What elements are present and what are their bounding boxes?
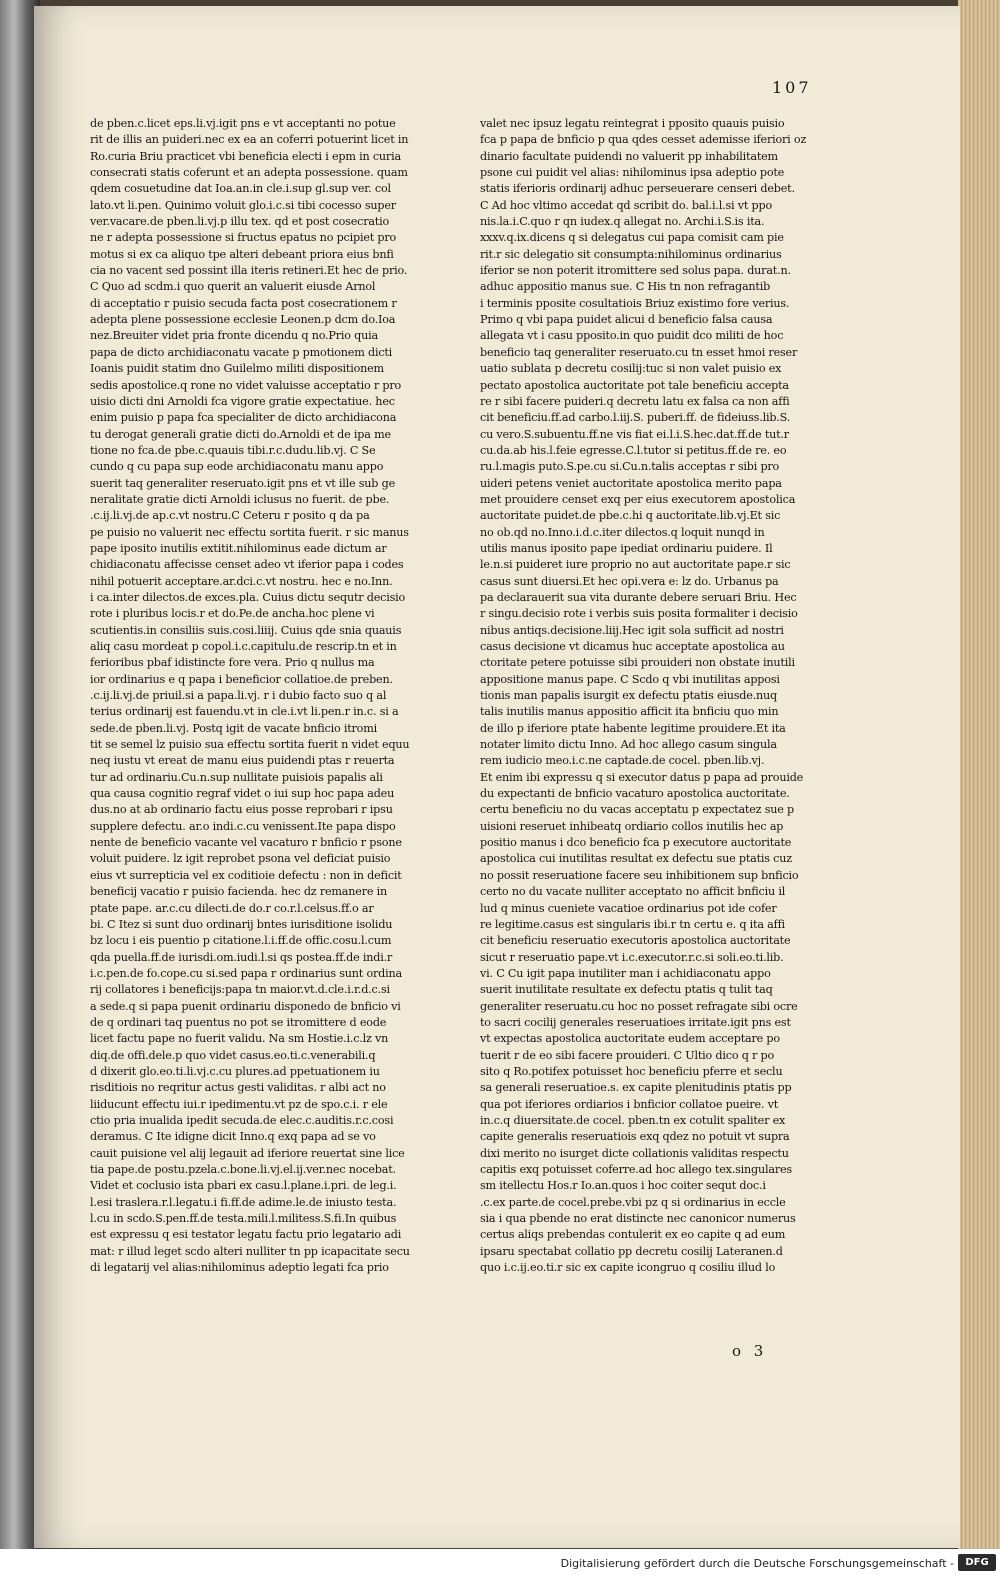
text-line: fca p papa de bnficio p qua qdes cesset ademisse iferiori oz: [480, 133, 807, 147]
text-line: .c.ex parte.de cocel.prebe.vbi pz q si ordinarius in eccle: [480, 1195, 786, 1209]
text-line: consecrati statis coferunt et an adepta possessione. quam: [90, 166, 408, 180]
text-line: dixi merito no isurget dicte collationis validitas respectu: [480, 1146, 789, 1160]
text-line: cit beneficiu.ff.ad carbo.l.iij.S. puberi.ff. de fideiuss.lib.S.: [480, 411, 791, 425]
text-line: tu derogat generali gratie dicti do.Arnoldi et de ipa me: [90, 427, 391, 441]
text-line: Videt et coclusio ista pbari ex casu.l.plane.i.pri. de leg.i.: [90, 1179, 397, 1193]
text-line: mat: r illud leget scdo alteri nulliter tn pp icapacitate secu: [90, 1244, 410, 1258]
text-line: no possit reseruatione facere seu inhibitionem sup bnficio: [480, 868, 799, 882]
text-line: quo i.c.ij.eo.ti.r sic ex capite icongruo q cosiliu illud lo: [480, 1261, 776, 1275]
text-line: qda puella.ff.de iurisdi.om.iudi.l.si qs postea.ff.de indi.r: [90, 950, 393, 964]
text-line: sedis apostolice.q rone no videt valuisse acceptatio r pro: [90, 378, 402, 392]
text-line: lud q minus cueniete vacatioe ordinarius pot ide cofer: [480, 901, 777, 915]
text-line: ptate pape. ar.c.cu dilecti.de do.r co.r.l.celsus.ff.o ar: [90, 901, 374, 915]
text-line: suerit inutilitate resultate ex defectu ptatis q tulit taq: [480, 983, 773, 997]
text-line: vi. C Cu igit papa inutiliter man i achidiaconatu appo: [480, 966, 771, 980]
text-line: supplere defectu. ar.o indi.c.cu venissent.Ite papa dispo: [90, 819, 396, 833]
text-line: uisioni reseruet inhibeatq ordiario collos inutilis hec ap: [480, 819, 784, 833]
text-line: .c.ij.li.vj.de priuil.si a papa.li.vj. r i dubio facto suo q al: [90, 689, 387, 703]
text-line: statis iferioris ordinarij adhuc perseuerare censeri debet.: [480, 182, 795, 196]
text-line: certo no du vacate nulliter acceptato no afficit bnficiu il: [480, 885, 786, 899]
text-line: vt expectas apostolica auctoritate eudem acceptare po: [480, 1032, 780, 1046]
text-line: le.n.si puideret iure proprio no aut auctoritate pape.r sic: [480, 558, 791, 572]
text-line: nis.la.i.C.quo r qn iudex.q allegat no. Archi.i.S.is ita.: [480, 215, 765, 229]
right-text-column: [480, 116, 824, 1276]
text-line: i.c.pen.de fo.cope.cu si.sed papa r ordinarius sunt ordina: [90, 966, 402, 980]
text-line: diq.de offi.dele.p quo videt casus.eo.ti.c.venerabili.q: [90, 1048, 376, 1062]
text-line: du expectanti de bnficio vacaturo apostolica auctoritate.: [480, 787, 790, 801]
text-line: licet factu pape no fuerit validu. Na sm Hostie.i.c.lz vn: [90, 1032, 389, 1046]
text-line: qua pot iferiores ordiarios i bnficior collatoe pueire. vt: [480, 1097, 779, 1111]
text-line: scutientis.in consiliis suis.cosi.liiij. Cuius qde snia quauis: [90, 623, 402, 637]
text-line: de illo p iferiore ptate habente legitime prouidere.Et ita: [480, 721, 786, 735]
text-line: capite generalis reseruatiois exq qdez no potuit vt supra: [480, 1130, 790, 1144]
text-line: certu beneficiu no du vacas acceptatu p expectatez sue p: [480, 803, 794, 817]
text-line: d dixerit glo.eo.ti.li.vj.c.cu plures.ad ppetuationem iu: [90, 1064, 380, 1078]
text-line: beneficij vacatio r puisio facienda. hec dz remanere in: [90, 885, 388, 899]
text-line: tione no fca.de pbe.c.quauis tibi.r.c.dudu.lib.vj. C Se: [90, 443, 376, 457]
text-line: neralitate gratie dicti Arnoldi iclusus no fuerit. de pbe.: [90, 492, 390, 506]
text-line: rit de illis an puideri.nec ex ea an coferri potuerint licet in: [90, 133, 409, 147]
text-line: tit se semel lz puisio sua effectu sortita fuerit n videt equu: [90, 738, 410, 752]
text-line: cia no vacent sed possint illa iteris retineri.Et hec de prio.: [90, 264, 408, 278]
text-line: l.cu in scdo.S.pen.ff.de testa.mili.l.militess.S.fi.In quibus: [90, 1212, 397, 1226]
text-line: auctoritate puidet.de pbe.c.hi q auctoritate.lib.vj.Et sic: [480, 509, 781, 523]
footer-text: Digitalisierung gefördert durch die Deutsche Forschungsgemeinschaft -: [560, 1557, 954, 1570]
text-line: .c.ij.li.vj.de ap.c.vt nostru.C Ceteru r posito q da pa: [90, 509, 370, 523]
text-line: positio manus i dco beneficio fca p executore auctoritate: [480, 836, 792, 850]
text-line: rit.r sic delegatio sit consumpta:nihilominus ordinarius: [480, 247, 782, 261]
text-line: capitis exq potuisset coferre.ad hoc allego tex.singulares: [480, 1163, 792, 1176]
text-line: adepta plene possessione ecclesie Leonen.p dcm do.Ioa: [90, 313, 396, 327]
text-line: sede.de pben.li.vj. Postq igit de vacate bnficio itromi: [90, 721, 377, 735]
text-line: apostolica cui inutilitas resultat ex defectu sue ptatis cuz: [480, 852, 792, 866]
text-line: suerit taq generaliter reseruato.igit pns et vt ille sub ge: [90, 476, 396, 490]
book-page: [34, 6, 960, 1548]
text-line: ferioribus pbaf idistincte fore vera. Prio q nullus ma: [90, 656, 375, 670]
text-line: utilis manus iposito pape ipediat ordinariu puidere. Il: [480, 541, 773, 555]
text-line: iferior se non poterit itromittere sed solus papa. durat.n.: [480, 264, 791, 278]
text-line: de pben.c.licet eps.li.vj.igit pns e vt acceptanti no potue: [90, 117, 396, 130]
text-line: voluit puidere. lz igit reprobet psona vel deficiat puisio: [90, 852, 391, 866]
text-line: sia i qua pbende no erat distincte nec canonicor numerus: [480, 1212, 796, 1226]
text-line: pe puisio no valuerit nec effectu sortita fuerit. r sic manus: [90, 525, 409, 539]
page-edges: [958, 0, 1000, 1550]
text-line: neq iustu vt ereat de manu eius puidendi ptas r reuerta: [90, 754, 395, 768]
text-line: C Ad hoc vltimo accedat qd scribit do. bal.i.l.si vt ppo: [480, 198, 773, 212]
text-line: ru.l.magis puto.S.pe.cu si.Cu.n.talis acceptas r sibi pro: [480, 460, 780, 474]
text-line: r singu.decisio rote i verbis suis posita formaliter i decisio: [480, 607, 798, 621]
text-line: met prouidere censet exq per eius executorem apostolica: [480, 492, 796, 506]
text-line: tuerit r de eo sibi facere prouideri. C Ultio dico q r po: [480, 1048, 775, 1062]
text-line: rem iudicio meo.i.c.ne captade.de cocel. pben.lib.vj.: [480, 754, 765, 768]
text-line: adhuc appositio manus sue. C His tn non refragantib: [480, 280, 771, 294]
text-line: terius ordinarij est fauendu.vt in cle.i.vt li.pen.r in.c. si a: [90, 705, 399, 719]
text-line: eius vt surrepticia vel ex coditioie defectu : non in deficit: [90, 868, 402, 882]
text-line: di legatarij vel alias:nihilominus adeptio legati fca prio: [90, 1261, 389, 1275]
text-line: beneficio taq generaliter reseruato.cu tn esset hmoi reser: [480, 345, 798, 359]
text-line: rij collatores i beneficijs:papa tn maior.vt.d.cle.i.r.d.c.si: [90, 983, 390, 997]
signature-mark: o 3: [732, 1342, 768, 1360]
text-line: Et enim ibi expressu q si executor datus p papa ad prouide: [480, 770, 804, 784]
text-line: motus si ex ca aliquo tpe alteri debeant priora eius bnfi: [90, 247, 394, 261]
text-line: re r sibi facere puideri.q decretu latu ex falsa ca non affi: [480, 394, 790, 408]
text-line: in.c.q diuersitate.de cocel. pben.tn ex cotulit spaliter ex: [480, 1113, 786, 1127]
text-line: casus decisione vt dicamus huc acceptate apostolica au: [480, 640, 785, 653]
text-line: qua causa cognitio regraf videt o iui sup hoc papa adeu: [90, 787, 395, 801]
text-line: valet nec ipsuz legatu reintegrat i pposito quauis puisio: [480, 117, 785, 130]
text-line: ipsaru spectabat collatio pp decretu cosilij Lateranen.d: [480, 1244, 783, 1258]
text-line: uideri petens veniet auctoritate apostolica merito papa: [480, 476, 782, 490]
text-line: no ob.qd no.Inno.i.d.c.iter dilectos.q loquit nunqd in: [480, 525, 765, 539]
text-line: talis inutilis manus appositio afficit ita bnficiu quo min: [480, 705, 779, 719]
text-line: l.esi traslera.r.l.legatu.i fi.ff.de adime.le.de iniusto testa.: [90, 1195, 397, 1209]
text-line: ctoritate petere potuisse sibi prouideri non obstate inutili: [480, 656, 795, 670]
text-line: enim puisio p papa fca specialiter de dicto archidiacona: [90, 411, 397, 425]
text-line: dus.no at ab ordinario factu eius posse reprobari r ipsu: [90, 803, 393, 817]
text-line: pectato apostolica auctoritate pot tale beneficiu accepta: [480, 378, 789, 392]
text-line: re legitime.casus est singularis ibi.r tn certu e. q ita affi: [480, 917, 785, 931]
text-line: to sacri cocilij generales reseruatioes irritate.igit pns est: [480, 1015, 791, 1029]
text-line: C Quo ad scdm.i quo querit an valuerit eiusde Arnol: [90, 280, 376, 294]
text-line: psone cui puidit vel alias: nihilominus ipsa adeptio pote: [480, 166, 785, 180]
text-line: Ro.curia Briu practicet vbi beneficia electi i epm in curia: [90, 149, 401, 163]
text-line: aliq casu mordeat p copol.i.c.capitulu.de rescrip.tn et in: [90, 640, 397, 653]
text-line: risditiois no reqritur actus gesti validitas. r albi act no: [90, 1081, 386, 1095]
text-line: dinario facultate puidendi no valuerit pp inhabilitatem: [480, 149, 778, 163]
text-line: bi. C Itez si sunt duo ordinarij bntes iurisditione isolidu: [90, 917, 393, 931]
text-line: sa generali reseruatioe.s. ex capite plenitudinis ptatis pp: [480, 1081, 792, 1095]
text-line: sito q Ro.potifex potuisset hoc beneficiu pferre et seclu: [480, 1064, 783, 1078]
text-line: lato.vt li.pen. Quinimo voluit glo.i.c.si tibi cocesso super: [90, 198, 396, 212]
text-line: allegata vt i casu pposito.in quo puidit dco militi de hoc: [480, 329, 784, 343]
text-line: di acceptatio r puisio secuda facta post cosecrationem r: [90, 296, 397, 310]
text-line: cundo q cu papa sup eode archidiaconatu manu appo: [90, 460, 384, 474]
text-line: nihil potuerit acceptare.ar.dci.c.vt nostru. hec e no.Inn.: [90, 574, 393, 588]
text-line: tur ad ordinariu.Cu.n.sup nullitate puisiois papalis ali: [90, 770, 383, 784]
text-line: liiducunt effectu iui.r ipedimentu.vt pz de spo.c.i. r ele: [90, 1097, 388, 1111]
text-line: Ioanis puidit statim dno Guilelmo militi dispositionem: [90, 362, 384, 376]
text-line: a sede.q si papa puenit ordinariu disponedo de bnficio vi: [90, 999, 401, 1013]
page-number: 107: [772, 78, 812, 97]
text-line: Primo q vbi papa puidet alicui d beneficio falsa causa: [480, 313, 773, 327]
text-line: qdem cosuetudine dat Ioa.an.in cle.i.sup gl.sup ver. col: [90, 182, 391, 196]
text-line: bz locu i eis puentio p citatione.l.i.ff.de offic.cosu.l.cum: [90, 934, 392, 948]
dfg-logo: DFG: [958, 1554, 996, 1571]
text-line: tionis man papalis isurgit ex defectu ptatis eiusde.nuq: [480, 689, 778, 703]
text-line: tia pape.de postu.pzela.c.bone.li.vj.el.ij.ver.nec nocebat.: [90, 1163, 396, 1176]
text-line: nibus antiqs.decisione.liij.Hec igit sola sufficit ad nostri: [480, 623, 784, 637]
text-line: chidiaconatu affecisse censet adeo vt iferior papa i codes: [90, 558, 404, 572]
text-line: pa declarauerit sua vita durante debere seruari Briu. Hec: [480, 590, 797, 604]
text-line: ior ordinarius e q papa i beneficior collatioe.de preben.: [90, 672, 393, 686]
text-line: casus sunt diuersi.Et hec opi.vera e: lz do. Urbanus pa: [480, 574, 779, 588]
text-line: i ca.inter dilectos.de exces.pla. Cuius dictu sequtr decisio: [90, 590, 406, 604]
text-line: papa de dicto archidiaconatu vacate p pmotionem dicti: [90, 345, 393, 359]
text-line: nez.Breuiter videt pria fronte dicendu q no.Prio quia: [90, 329, 378, 343]
digitization-footer: [0, 1549, 1000, 1575]
text-line: uatio sublata p decretu cosilij:tuc si non valet puisio ex: [480, 362, 782, 376]
text-line: est expressu q esi testator legatu factu prio legatario adi: [90, 1228, 402, 1242]
text-line: xxxv.q.ix.dicens q si delegatus cui papa comisit cam pie: [480, 231, 784, 245]
text-line: nente de beneficio vacante vel vacaturo r bnficio r psone: [90, 836, 402, 850]
left-text-column: [90, 116, 430, 1276]
text-line: sicut r reseruatio pape.vt i.c.executor.r.c.si soli.eo.ti.lib.: [480, 950, 784, 964]
text-line: deramus. C Ite idigne dicit Inno.q exq papa ad se vo: [90, 1130, 376, 1144]
text-line: cit beneficiu reseruatio executoris apostolica auctoritate: [480, 934, 791, 948]
text-line: de q ordinari taq puentus no pot se itromittere d eode: [90, 1015, 387, 1029]
text-line: sm itellectu Hos.r Io.an.quos i hoc coiter sequt doc.i: [480, 1179, 766, 1193]
text-line: i terminis pposite cosultatiois Briuz existimo fore verius.: [480, 296, 790, 310]
text-line: cu.da.ab his.l.feie egresse.C.l.tutor si petitus.ff.de re. eo: [480, 443, 787, 457]
text-line: appositione manus pape. C Scdo q vbi inutilitas apposi: [480, 672, 780, 686]
text-line: cu vero.S.subuentu.ff.ne vis fiat ei.l.i.S.hec.dat.ff.de tut.r: [480, 427, 789, 441]
text-line: pape iposito inutilis extitit.nihilominus eade dictum ar: [90, 541, 387, 555]
text-line: rote i pluribus locis.r et do.Pe.de ancha.hoc plene vi: [90, 607, 375, 621]
text-line: uisio dicti dni Arnoldi fca vigore gratie expectatiue. hec: [90, 394, 395, 408]
text-line: ctio pria inualida ipedit secuda.de elec.c.auditis.r.c.cosi: [90, 1113, 394, 1127]
text-line: notater limito dictu Inno. Ad hoc allego casum singula: [480, 738, 777, 752]
text-line: generaliter reseruatu.cu hoc no posset refragate sibi ocre: [480, 999, 798, 1013]
text-line: ver.vacare.de pben.li.vj.p illu tex. qd et post cosecratio: [90, 215, 390, 229]
text-line: certus aliqs prebendas contulerit ex eo capite q ad eum: [480, 1228, 786, 1242]
text-line: cauit puisione vel alij legauit ad iferiore reuertat sine lice: [90, 1146, 405, 1160]
text-line: ne r adepta possessione si fructus epatus no pcipiet pro: [90, 231, 397, 245]
